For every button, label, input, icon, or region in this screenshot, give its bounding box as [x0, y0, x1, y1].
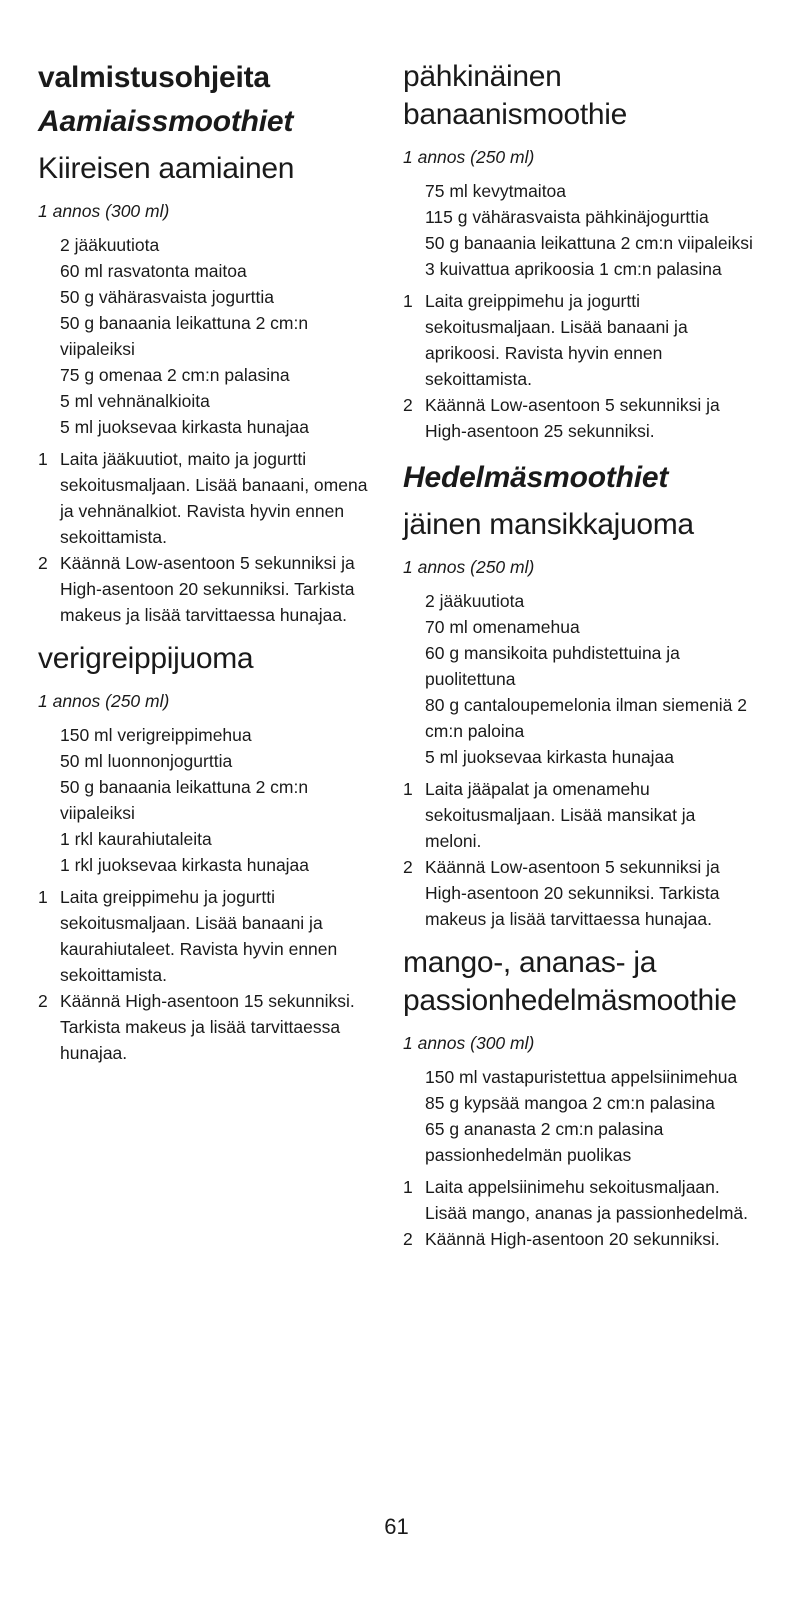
- ingredient-list: [38, 722, 378, 878]
- ingredient-list: [403, 1064, 753, 1168]
- recipe-title: Kiireisen aamiainen: [38, 152, 295, 185]
- section-title-breakfast: Aamiaissmoothiet: [38, 105, 294, 138]
- step: [38, 446, 378, 550]
- recipe-serving: 1 annos (250 ml): [38, 691, 170, 711]
- ingredient: 50 g banaania leikattuna 2 cm:n viipaleiksi: [60, 313, 309, 359]
- ingredient: 150 ml vastapuristettua appelsiinimehua: [425, 1067, 738, 1087]
- step-text: Laita jääpalat ja omenamehu sekoitusmaljaan. Lisää mansikat ja meloni.: [425, 779, 696, 851]
- ingredient-list: [38, 232, 378, 440]
- ingredient: 5 ml vehnänalkioita: [60, 391, 210, 411]
- ingredient: 65 g ananasta 2 cm:n palasina: [425, 1119, 664, 1139]
- section-title-fruit: Hedelmäsmoothiet: [403, 461, 669, 494]
- ingredient-list: [403, 588, 753, 770]
- step-number: 1: [38, 449, 48, 469]
- ingredient-list: [403, 178, 753, 282]
- step-list: [403, 288, 753, 444]
- ingredient: 50 ml luonnonjogurttia: [60, 751, 233, 771]
- step: [403, 1226, 753, 1252]
- left-column: [38, 58, 378, 1078]
- step-number: 2: [403, 395, 413, 415]
- recipe-pahkinainen-banaanismoothie: [403, 58, 753, 444]
- ingredient: 5 ml juoksevaa kirkasta hunajaa: [425, 747, 675, 767]
- ingredient: 75 g omenaa 2 cm:n palasina: [60, 365, 290, 385]
- step: [403, 776, 753, 854]
- page-heading: valmistusohjeita: [38, 61, 270, 94]
- step-number: 2: [38, 553, 48, 573]
- ingredient: 1 rkl juoksevaa kirkasta hunajaa: [60, 855, 310, 875]
- recipe-serving: 1 annos (300 ml): [403, 1033, 535, 1053]
- ingredient: 2 jääkuutiota: [60, 235, 160, 255]
- step-list: [403, 776, 753, 932]
- recipe-serving: 1 annos (250 ml): [403, 147, 535, 167]
- ingredient: 60 g mansikoita puhdistettuina ja puolitettuna: [425, 643, 680, 689]
- recipe-title: jäinen mansikkajuoma: [403, 508, 694, 541]
- step-list: [38, 884, 378, 1066]
- ingredient: 50 g banaania leikattuna 2 cm:n viipaleiksi: [425, 233, 753, 253]
- ingredient: 70 ml omenamehua: [425, 617, 580, 637]
- ingredient: 80 g cantaloupemelonia ilman siemeniä 2 cm:n paloina: [425, 695, 748, 741]
- step-number: 1: [38, 887, 48, 907]
- ingredient: 50 g vähärasvaista jogurttia: [60, 287, 275, 307]
- step: [403, 1174, 753, 1226]
- ingredient: 2 jääkuutiota: [425, 591, 525, 611]
- ingredient: passionhedelmän puolikas: [425, 1145, 632, 1165]
- step-text: Käännä Low-asentoon 5 sekunniksi ja High-asentoon 20 sekunniksi. Tarkista makeus ja lisää tarvittaessa hunajaa.: [425, 857, 720, 929]
- step-text: Laita greippimehu ja jogurtti sekoitusmaljaan. Lisää banaani ja aprikoosi. Ravista hyvin ennen sekoittamista.: [425, 291, 688, 389]
- step: [38, 550, 378, 628]
- page-number: 61: [384, 1514, 409, 1539]
- step-list: [38, 446, 378, 628]
- step-text: Laita jääkuutiot, maito ja jogurtti sekoitusmaljaan. Lisää banaani, omena ja vehnänalkiot. Ravista hyvin ennen sekoittamista.: [60, 449, 368, 547]
- step: [38, 988, 378, 1066]
- ingredient: 115 g vähärasvaista pähkinäjogurttia: [425, 207, 709, 227]
- recipe-title: mango-, ananas- ja passionhedelmäsmoothie: [403, 946, 737, 1017]
- step-number: 1: [403, 779, 413, 799]
- ingredient: 3 kuivattua aprikoosia 1 cm:n palasina: [425, 259, 722, 279]
- step-number: 1: [403, 1177, 413, 1197]
- recipe-title: pähkinäinen banaanismoothie: [403, 60, 628, 131]
- step-text: Laita greippimehu ja jogurtti sekoitusmaljaan. Lisää banaani ja kaurahiutaleet. Ravista hyvin ennen sekoittamista.: [60, 887, 338, 985]
- recipe-title: verigreippijuoma: [38, 642, 254, 675]
- ingredient: 50 g banaania leikattuna 2 cm:n viipaleiksi: [60, 777, 309, 823]
- step-list: [403, 1174, 753, 1252]
- step: [403, 288, 753, 392]
- recipe-mango-ananas-passionhedelmasmoothie: [403, 944, 753, 1252]
- step-text: Käännä Low-asentoon 5 sekunniksi ja High-asentoon 25 sekunniksi.: [425, 395, 720, 441]
- recipe-serving: 1 annos (250 ml): [403, 557, 535, 577]
- step-text: Käännä Low-asentoon 5 sekunniksi ja High-asentoon 20 sekunniksi. Tarkista makeus ja lisää tarvittaessa hunajaa.: [60, 553, 355, 625]
- recipe-verigreippijuoma: [38, 640, 378, 1066]
- step-number: 1: [403, 291, 413, 311]
- step: [403, 392, 753, 444]
- ingredient: 85 g kypsää mangoa 2 cm:n palasina: [425, 1093, 715, 1113]
- step-number: 2: [403, 1229, 413, 1249]
- right-column: [403, 58, 753, 1264]
- ingredient: 5 ml juoksevaa kirkasta hunajaa: [60, 417, 310, 437]
- recipe-serving: 1 annos (300 ml): [38, 201, 170, 221]
- step: [38, 884, 378, 988]
- step-text: Laita appelsiinimehu sekoitusmaljaan. Lisää mango, ananas ja passionhedelmä.: [425, 1177, 748, 1223]
- step-number: 2: [38, 991, 48, 1011]
- recipe-jainen-mansikkajuoma: [403, 506, 753, 932]
- step-number: 2: [403, 857, 413, 877]
- step-text: Käännä High-asentoon 20 sekunniksi.: [425, 1229, 720, 1249]
- ingredient: 75 ml kevytmaitoa: [425, 181, 567, 201]
- step-text: Käännä High-asentoon 15 sekunniksi. Tarkista makeus ja lisää tarvittaessa hunajaa.: [60, 991, 355, 1063]
- step: [403, 854, 753, 932]
- ingredient: 60 ml rasvatonta maitoa: [60, 261, 247, 281]
- recipe-kiireisen-aamiainen: [38, 150, 378, 628]
- ingredient: 1 rkl kaurahiutaleita: [60, 829, 212, 849]
- ingredient: 150 ml verigreippimehua: [60, 725, 252, 745]
